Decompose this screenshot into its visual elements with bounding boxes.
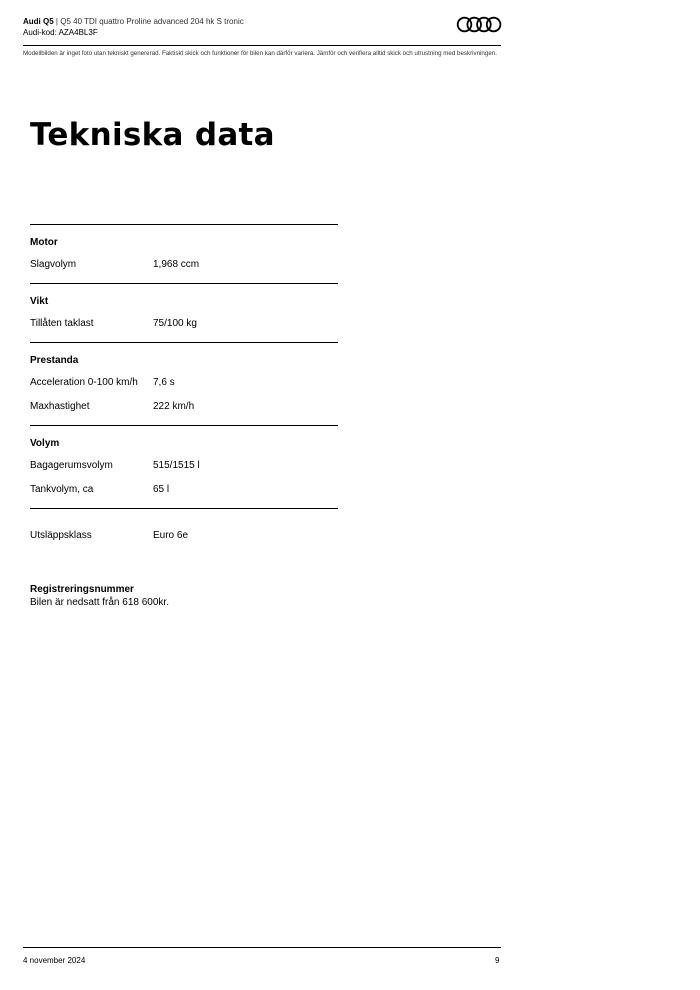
footer-rule [23, 947, 501, 948]
spec-value: Euro 6e [153, 530, 189, 541]
spec-row [30, 376, 338, 389]
spec-value: 1,968 ccm [153, 259, 200, 270]
document-header [23, 16, 501, 38]
spec-label: Tillåten taklast [30, 318, 94, 329]
spec-row [30, 459, 338, 472]
registration-text: Bilen är nedsatt från 618 600kr. [30, 597, 169, 608]
spec-row [30, 317, 338, 330]
disclaimer-text: Modellbilden är inget foto utan tekniskt genererad. Faktiskt skick och funktioner för bilen kan därför variera. Jämför och verifiera alltid skick och utrustning med beskrivningen. [23, 50, 497, 57]
spec-table [30, 224, 338, 554]
header-rule [23, 45, 501, 46]
section-divider [30, 224, 338, 225]
spec-row [30, 400, 338, 413]
audi-rings-icon [456, 16, 502, 33]
section-divider [30, 283, 338, 284]
header-audi-code: Audi-kod: AZA4BL3F [23, 28, 98, 37]
spec-label: Tankvolym, ca [30, 484, 94, 495]
spec-row [30, 483, 338, 496]
spec-label: Acceleration 0-100 km/h [30, 377, 138, 388]
spec-section-motor [30, 237, 338, 283]
spec-value: 65 l [153, 484, 170, 495]
footer-date: 4 november 2024 [23, 956, 86, 965]
section-heading: Volym [30, 438, 60, 449]
registration-block [30, 583, 169, 609]
spec-row [30, 529, 338, 542]
header-separator: | [55, 17, 58, 26]
spec-label: Utsläppsklass [30, 530, 92, 541]
header-model: Audi Q5 [23, 17, 54, 26]
spec-section-emissions [30, 509, 338, 554]
section-heading: Vikt [30, 296, 49, 307]
page-title: Tekniska data [30, 117, 275, 153]
spec-section-prestanda [30, 355, 338, 425]
header-model-line [23, 16, 501, 27]
spec-value: 222 km/h [153, 401, 195, 412]
section-divider [30, 342, 338, 343]
spec-label: Bagagerumsvolym [30, 460, 113, 471]
spec-label: Maxhastighet [30, 401, 90, 412]
spec-section-vikt [30, 296, 338, 342]
section-heading: Prestanda [30, 355, 79, 366]
spec-value: 515/1515 l [153, 460, 200, 471]
header-variant: Q5 40 TDI quattro Proline advanced 204 hk S tronic [60, 17, 244, 26]
spec-value: 75/100 kg [153, 318, 197, 329]
section-divider [30, 425, 338, 426]
spec-label: Slagvolym [30, 259, 77, 270]
spec-section-volym [30, 438, 338, 508]
section-heading: Motor [30, 237, 58, 248]
spec-value: 7,6 s [153, 377, 175, 388]
registration-title: Registreringsnummer [30, 584, 134, 595]
spec-row [30, 258, 338, 271]
page-number: 9 [495, 956, 500, 965]
